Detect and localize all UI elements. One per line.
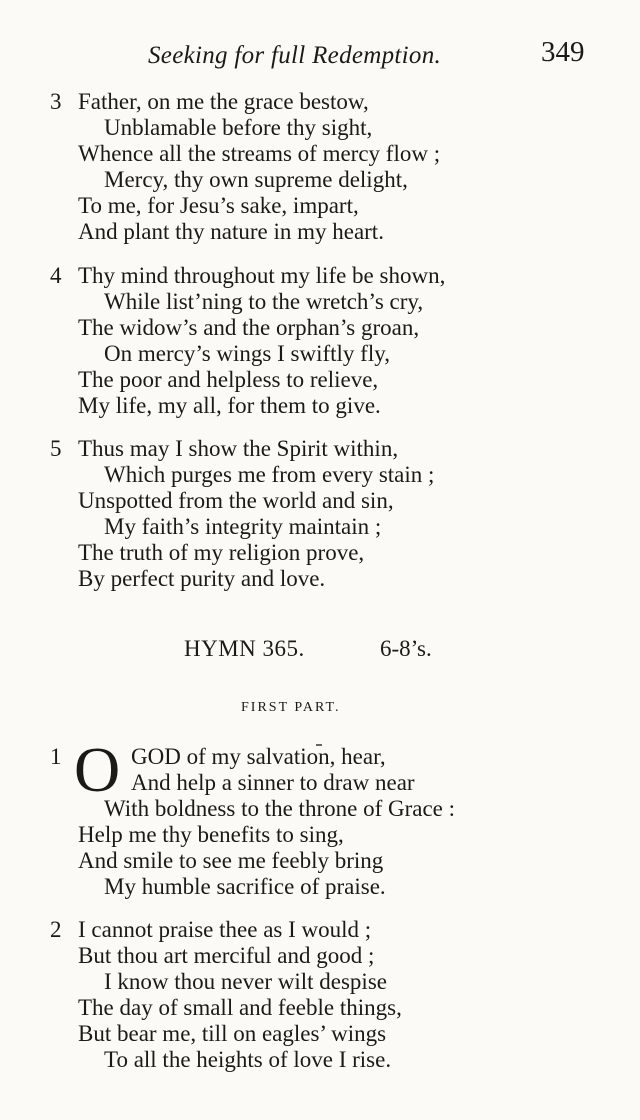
verse-line: My life, my all, for them to give. — [78, 393, 381, 418]
verse-line: Unblamable before thy sight, — [104, 115, 373, 140]
verse-line: My humble sacrifice of praise. — [104, 874, 386, 899]
verse-line: But thou art merciful and good ; — [78, 943, 375, 968]
verse-line: Unspotted from the world and sin, — [78, 488, 394, 513]
hymn-meter: 6-8’s. — [380, 636, 432, 661]
verse-line: The truth of my religion prove, — [78, 540, 365, 565]
page-number: 349 — [541, 36, 585, 68]
verse-line: My faith’s integrity maintain ; — [104, 514, 382, 539]
verse-line: To all the heights of love I rise. — [104, 1047, 392, 1072]
verse-line: Mercy, thy own supreme delight, — [104, 167, 408, 192]
verse-line: With boldness to the throne of Grace : — [104, 796, 456, 821]
drop-cap: O — [74, 734, 121, 805]
stanza-number: 3 — [50, 89, 62, 114]
verse-line: Help me thy benefits to sing, — [78, 822, 344, 847]
verse-line: While list’ning to the wretch’s cry, — [104, 289, 424, 314]
verse-line: I know thou never wilt despise — [104, 969, 387, 994]
verse-line: I cannot praise thee as I would ; — [78, 917, 372, 942]
verse-line: To me, for Jesu’s sake, impart, — [78, 193, 359, 218]
verse-line: Which purges me from every stain ; — [104, 462, 435, 487]
stanza-number: 2 — [50, 917, 62, 942]
verse-line: The day of small and feeble things, — [78, 995, 402, 1020]
part-label: FIRST PART. — [241, 700, 341, 715]
verse-line: Thy mind throughout my life be shown, — [78, 263, 446, 288]
verse-line: Whence all the streams of mercy flow ; — [78, 141, 441, 166]
stanza-number: 4 — [50, 263, 62, 288]
hymn-title: HYMN 365. — [184, 636, 305, 661]
verse-line: GOD of my salvation, hear, — [131, 744, 386, 769]
verse-line: Thus may I show the Spirit within, — [78, 436, 399, 461]
verse-line: The poor and helpless to relieve, — [78, 367, 379, 392]
verse-line: And plant thy nature in my heart. — [78, 219, 384, 244]
verse-line: And smile to see me feebly bring — [78, 848, 384, 873]
verse-line: But bear me, till on eagles’ wings — [78, 1021, 387, 1046]
verse-line: On mercy’s wings I swiftly fly, — [104, 341, 390, 366]
stanza-number: 1 — [50, 744, 62, 769]
stanza-number: 5 — [50, 436, 62, 461]
hymn-heading — [0, 634, 640, 668]
running-title: Seeking for full Redemption. — [148, 42, 442, 69]
verse-line: Father, on me the grace bestow, — [78, 89, 369, 114]
verse-line: The widow’s and the orphan’s groan, — [78, 315, 420, 340]
verse-line: By perfect purity and love. — [78, 566, 326, 591]
verse-line: And help a sinner to draw near — [131, 770, 415, 795]
